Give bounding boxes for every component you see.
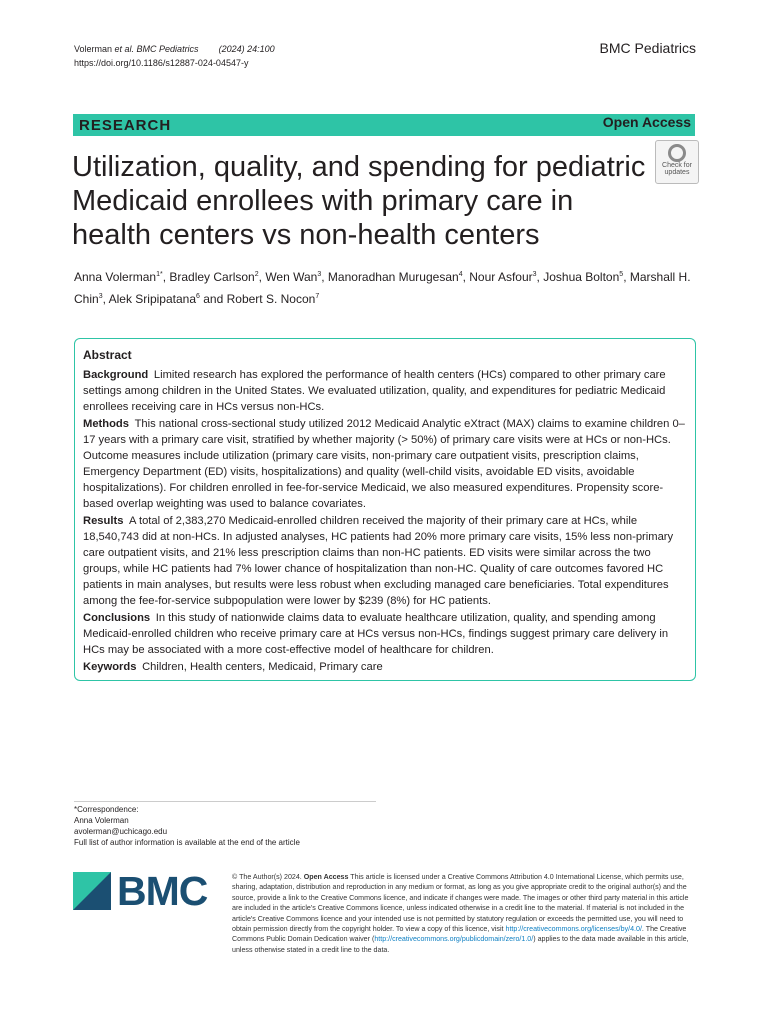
abstract-section-text: This national cross-sectional study utilized 2012 Medicaid Analytic eXtract (MAX) claims to examine children 0–17 years with a primary care visit, stratified by whether majority (> 50%) of primary care visits were at HCs or non-HCs. Outcome measures include utilization (primary care visits, non-primary care outpatient visits, prescription claims, Emergency Department (ED) visits, hospitalizations) and quality (well-child visits, avoidable ED visits, avoidable hospitalizations). For children enrolled in fee-for-service Medicaid, we also measured expenditures. Propensity score-based overlap weighting was used to balance covariates. (83, 418, 685, 510)
correspondence (74, 804, 300, 848)
license-body-3: ) applies to the data made available in this article, unless otherwise stated in a credit line to the data. (232, 935, 689, 954)
license-open-access: Open Access (303, 873, 349, 881)
author-name[interactable]: Wen Wan (265, 270, 318, 284)
author-affiliation-sup: 5 (619, 271, 624, 278)
license-body-1: This article is licensed under a Creative Commons Attribution 4.0 International License, which permits use, sharing, adaptation, distribution and reproduction in any medium or format, as long as you give appropriate credit to the original author(s) and the source, provide a link to the Creative Commons licence, and indicate if changes were made. The images or other third party material in this article are included in the article's Creative Commons licence, unless indicated otherwise in a credit line to the material. If material is not included in the article's Creative Commons licence and your intended use is not permitted by statutory regulation or exceeds the permitted use, you will need to obtain permission directly from the copyright holder. To view a copy of this licence, visit (232, 873, 689, 934)
abstract-section-label: Keywords (83, 661, 137, 673)
license-link-cc0[interactable]: http://creativecommons.org/publicdomain/zero/1.0/ (374, 935, 534, 944)
author-name[interactable]: Nour Asfour (469, 270, 533, 284)
correspondence-name: Anna Volerman (74, 816, 129, 825)
author-name[interactable]: Marshall H. Chin (74, 270, 691, 306)
author-list: Anna Volerman$^{1*}$, Bradley Carlson$^2$, Wen Wan$^3$, Manoradhan Murugesan$^4$, Nour Asfour$^3$, Joshua Bolton$^5$, Marshall H. Chin$^3$, Alek Sripipatana$^6$ and Robert S. Nocon$^7$ (74, 270, 691, 306)
abstract-section-label: Conclusions (83, 612, 151, 624)
author-affiliation-sup: 1* (156, 271, 163, 278)
abstract-section (83, 513, 687, 609)
author-affiliation-sup: 3 (98, 293, 103, 300)
journal-name: BMC Pediatrics (599, 40, 696, 56)
bmc-logo (73, 868, 215, 914)
author-name[interactable]: Robert S. Nocon (226, 292, 316, 306)
article-title: Utilization, quality, and spending for pediatric Medicaid enrollees with primary care in health centers vs non-health centers (72, 151, 646, 251)
author-info-note: Full list of author information is available at the end of the article (74, 838, 300, 847)
abstract-box (74, 338, 696, 681)
license-body-2: . The Creative Commons Public Domain Dedication waiver ( (232, 925, 687, 944)
abstract-section-text: In this study of nationwide claims data to evaluate healthcare utilization, quality, and spending among Medicaid-enrolled children who receive primary care at HCs versus non-HCs, findings suggest primary care delivery in HCs may be associated with a more cost-effective model of healthcare for children. (83, 612, 669, 656)
author-affiliation-sup: 3 (317, 271, 322, 278)
abstract-section (83, 367, 687, 415)
author-name[interactable]: Bradley Carlson (169, 270, 255, 284)
author-name[interactable]: Anna Volerman (74, 270, 157, 284)
author-affiliation-sup: 6 (196, 293, 200, 300)
abstract-section-text: A total of 2,383,270 Medicaid-enrolled children received the majority of their primary care at HCs, while 18,540,743 did at non-HCs. In adjusted analyses, HC patients had 20% more primary care visits, 15% less non-primary care outpatient visits, and 21% less prescription claims than non-HC patients. ED visits were similar across the two groups, while HC patients had 7% lower chance of hospitalization than non-HC. Quality of care outcomes favored HC patients in main analyses, but results were less robust when excluding managed care beneficiaries. Total expenditures among the fee-for-service subpopulation were lower by $239 (8%) for HC patients. (83, 515, 674, 607)
author-affiliation-sup: 2 (254, 271, 259, 278)
abstract-section-label: Results (83, 515, 124, 527)
abstract-section-text: Limited research has explored the performance of health centers (HCs) compared to other primary care settings among children in the United States. We evaluated utilization, quality, and expenditures for pediatric Medicaid enrollees receiving care in HCs versus non-HCs. (83, 369, 666, 413)
citation-author: Volerman (74, 44, 113, 54)
author-affiliation-sup: 3 (532, 271, 537, 278)
author-affiliation-sup: 4 (458, 271, 463, 278)
open-access-label: Open Access (602, 114, 691, 130)
correspondence-email[interactable]: avolerman@uchicago.edu (74, 827, 168, 836)
abstract-section (83, 416, 687, 512)
abstract-heading: Abstract (83, 348, 132, 362)
author-name[interactable]: Manoradhan Murugesan (327, 270, 459, 284)
license-text (232, 872, 696, 955)
check-for-updates-button[interactable] (655, 140, 699, 184)
footnote-divider (74, 801, 376, 802)
article-type-banner (73, 114, 695, 136)
abstract-section-label: Methods (83, 418, 129, 430)
correspondence-label: *Correspondence: (74, 805, 139, 814)
author-name[interactable]: Joshua Bolton (543, 270, 620, 284)
abstract-section (83, 659, 687, 675)
article-type-label: RESEARCH (79, 117, 172, 134)
license-link-cc-by[interactable]: http://creativecommons.org/licenses/by/4.0/ (505, 925, 642, 934)
abstract-section-label: Background (83, 369, 149, 381)
bmc-logo-text: BMC (117, 868, 208, 914)
abstract-section-text: Children, Health centers, Medicaid, Primary care (142, 661, 383, 673)
check-updates-line2: updates (664, 169, 690, 176)
citation-year: (2024) 24:100 (218, 44, 275, 54)
check-updates-icon (668, 144, 686, 162)
license-copyright: © The Author(s) 2024. (232, 873, 304, 881)
check-updates-line1: Check for (662, 162, 692, 169)
citation-block (74, 42, 275, 70)
bmc-logo-mark-icon (73, 872, 111, 910)
author-affiliation-sup: 7 (315, 293, 320, 300)
author-name[interactable]: Alek Sripipatana (108, 292, 196, 306)
doi-link[interactable]: https://doi.org/10.1186/s12887-024-04547-y (74, 58, 249, 68)
citation-journal: et al. BMC Pediatrics (112, 44, 199, 54)
abstract-section (83, 610, 687, 658)
